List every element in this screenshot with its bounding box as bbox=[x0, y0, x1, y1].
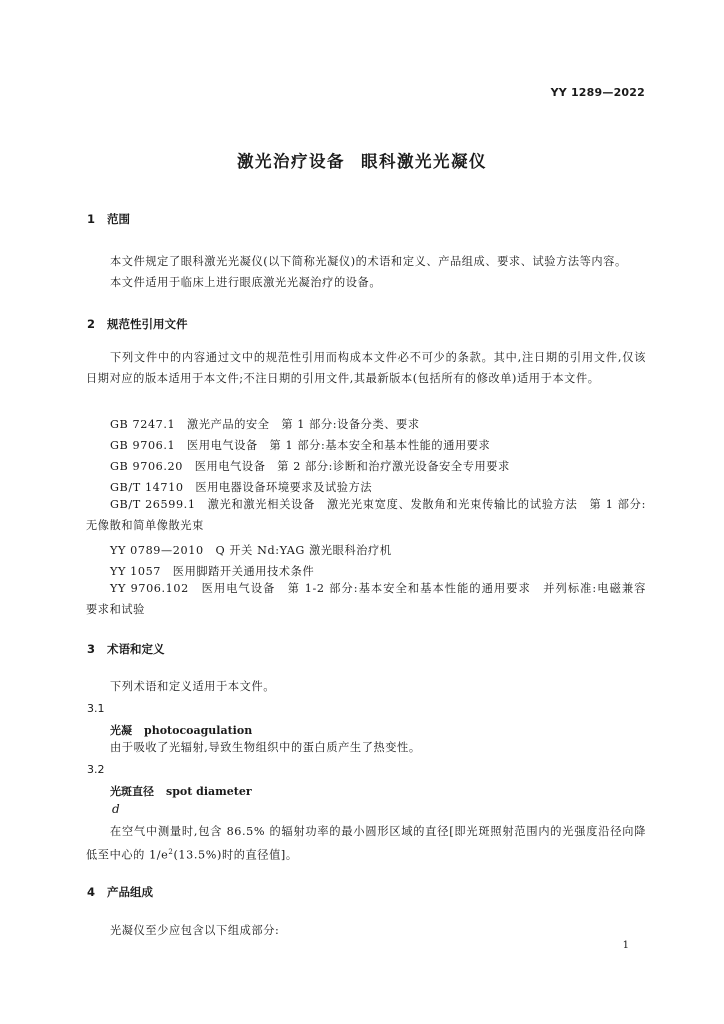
reference-item: GB/T 26599.1 激光和激光相关设备 激光光束宽度、发散角和光束传输比的试验方法 第 1 部分:无像散和简单像散光束 bbox=[86, 498, 646, 532]
document-title bbox=[0, 148, 724, 172]
standard-code: YY 1289—2022 bbox=[550, 86, 645, 99]
term-number: 3.2 bbox=[87, 763, 105, 776]
term-definition: 由于吸收了光辐射,导致生物组织中的蛋白质产生了热变性。 bbox=[110, 741, 421, 754]
section-2-intro: 下列文件中的内容通过文中的规范性引用而构成本文件必不可少的条款。其中,注日期的引用文件,仅该日期对应的版本适用于本文件;不注日期的引用文件,其最新版本(包括所有的修改单)适用于本文件。 bbox=[86, 351, 646, 385]
reference-item: GB 9706.20 医用电气设备 第 2 部分:诊断和治疗激光设备安全专用要求 bbox=[110, 460, 510, 473]
term-title: 光凝 photocoagulation bbox=[110, 724, 253, 737]
section-3-intro: 下列术语和定义适用于本文件。 bbox=[110, 680, 276, 693]
section-4-intro: 光凝仪至少应包含以下组成部分: bbox=[110, 924, 280, 937]
section-1-heading: 1 范围 bbox=[87, 212, 130, 226]
reference-item: YY 1057 医用脚踏开关通用技术条件 bbox=[110, 565, 315, 578]
term-title: 光斑直径 spot diameter bbox=[110, 785, 252, 798]
section-4-heading: 4 产品组成 bbox=[87, 885, 153, 899]
reference-item: YY 9706.102 医用电气设备 第 1-2 部分:基本安全和基本性能的通用要求 并列标准:电磁兼容 要求和试验 bbox=[86, 582, 658, 616]
reference-item: GB 9706.1 医用电气设备 第 1 部分:基本安全和基本性能的通用要求 bbox=[110, 439, 491, 452]
section-3-heading: 3 术语和定义 bbox=[87, 642, 165, 656]
reference-item: YY 0789—2010 Q 开关 Nd:YAG 激光眼科治疗机 bbox=[110, 544, 392, 557]
section-2-heading: 2 规范性引用文件 bbox=[87, 317, 188, 331]
reference-item: GB 7247.1 激光产品的安全 第 1 部分:设备分类、要求 bbox=[110, 418, 420, 431]
term-symbol: d bbox=[112, 802, 120, 816]
reference-item: GB/T 14710 医用电器设备环境要求及试验方法 bbox=[110, 481, 373, 494]
section-1-para-1: 本文件规定了眼科激光光凝仪(以下简称光凝仪)的术语和定义、产品组成、要求、试验方法等内容。 bbox=[110, 255, 627, 268]
term-number: 3.1 bbox=[87, 702, 105, 715]
page-number: 1 bbox=[622, 940, 629, 951]
term-definition: 在空气中测量时,包含 86.5% 的辐射功率的最小圆形区域的直径[即光斑照射范围内的光强度沿径向降低至中心的 $1/e^2(13.5\%)$时的直径值]。 bbox=[86, 825, 646, 862]
section-1-para-2: 本文件适用于临床上进行眼底激光光凝治疗的设备。 bbox=[110, 276, 382, 289]
title-part-2: 眼科激光光凝仪 bbox=[361, 152, 487, 171]
title-part-1: 激光治疗设备 bbox=[237, 152, 345, 171]
